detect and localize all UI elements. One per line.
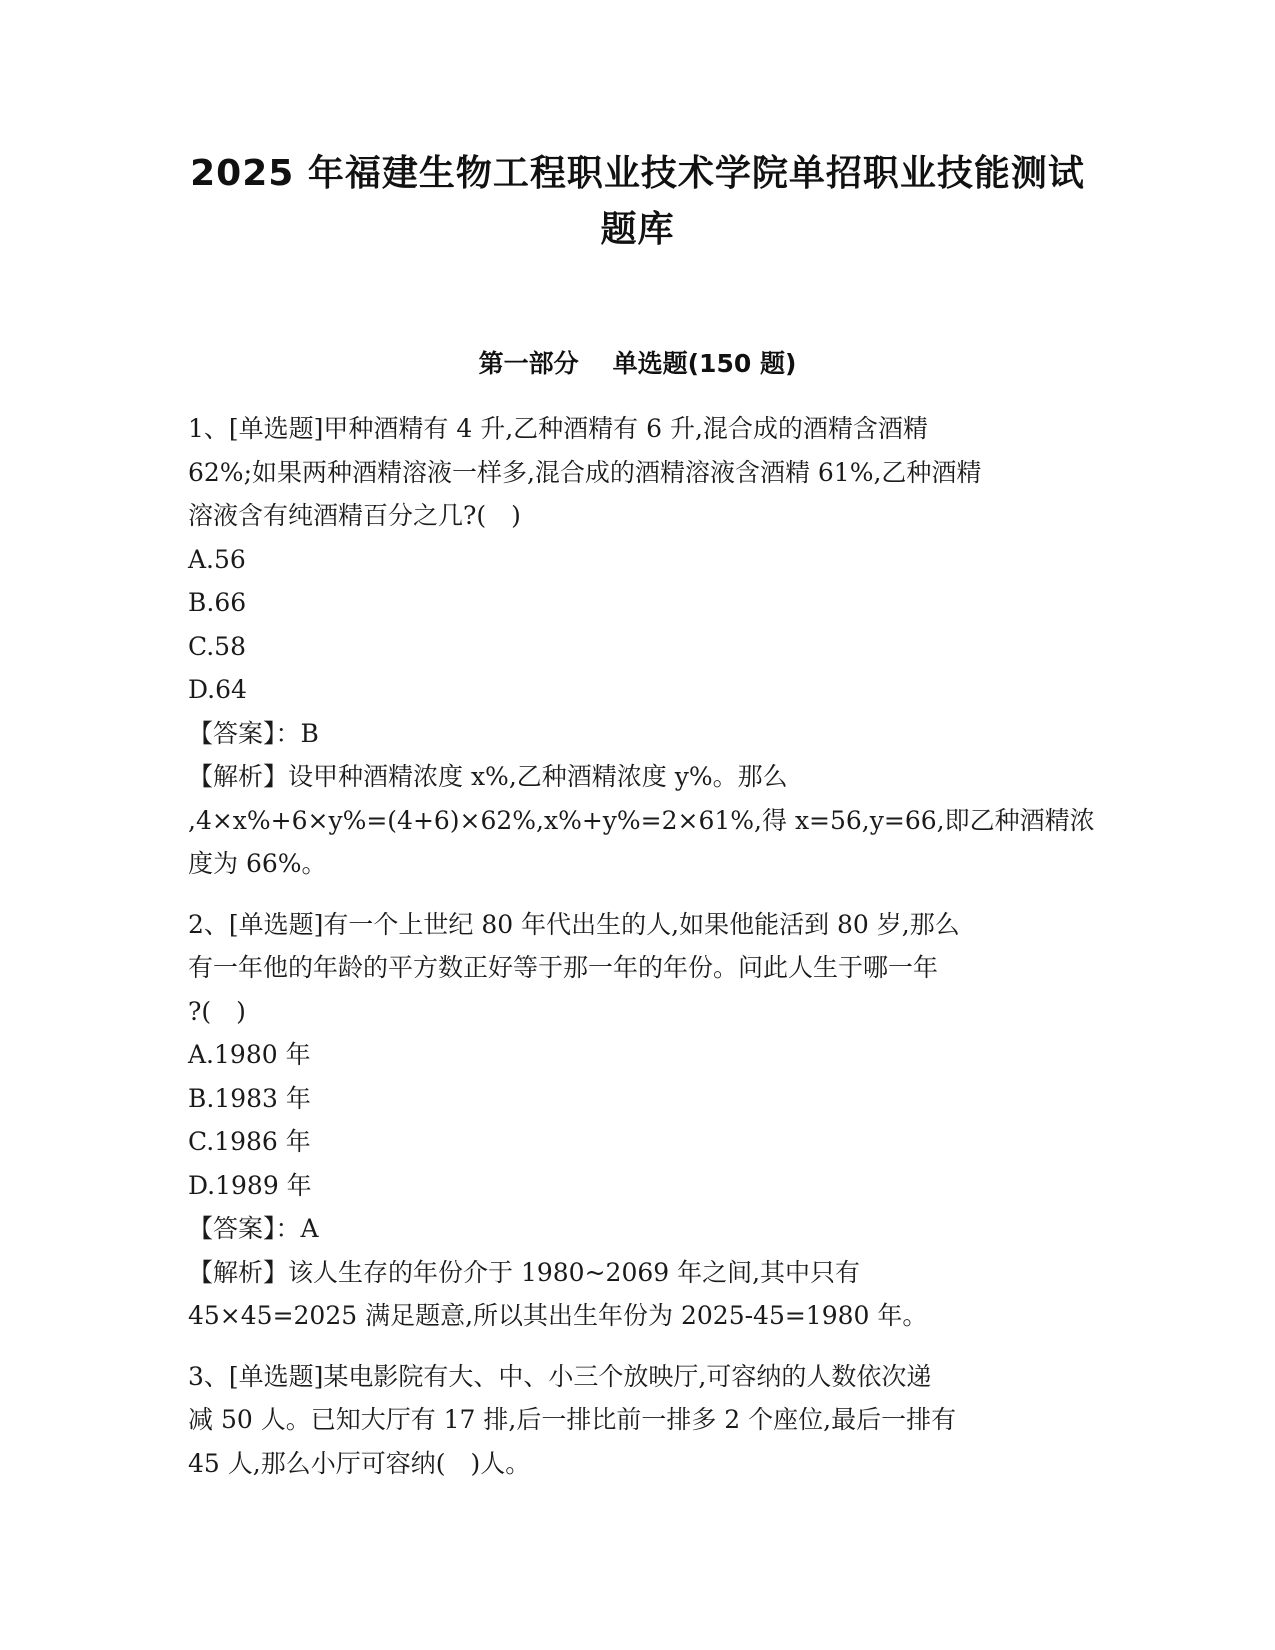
option-a: A.1980 年 bbox=[188, 1040, 311, 1069]
title-line-2: 题库 bbox=[600, 209, 675, 250]
option-d: D.1989 年 bbox=[188, 1170, 312, 1200]
question-stem-line: 3、[单选题]某电影院有大、中、小三个放映厅,可容纳的人数依次递 bbox=[188, 1361, 932, 1391]
analysis-label: 【解析】 bbox=[188, 762, 289, 791]
option-b: B.1983 年 bbox=[188, 1083, 311, 1113]
question-stem-line: 45 人,那么小厅可容纳( )人。 bbox=[188, 1448, 531, 1478]
analysis-line bbox=[188, 1251, 1088, 1295]
analysis-line: 度为 66%。 bbox=[188, 849, 327, 878]
option-c: C.1986 年 bbox=[188, 1127, 311, 1156]
section-heading bbox=[0, 346, 1275, 382]
analysis-line: 45×45=2025 满足题意,所以其出生年份为 2025-45=1980 年。 bbox=[188, 1301, 928, 1330]
question-list bbox=[188, 407, 1095, 1502]
answer-line bbox=[188, 712, 1088, 756]
answer-value: A bbox=[300, 1214, 319, 1243]
analysis-label: 【解析】 bbox=[188, 1257, 289, 1287]
answer-label: 【答案】： bbox=[188, 718, 301, 748]
question-2 bbox=[188, 903, 1088, 1338]
section-part: 第一部分 bbox=[478, 349, 579, 378]
question-stem-line: 有一年他的年龄的平方数正好等于那一年的年份。问此人生于哪一年 bbox=[188, 953, 939, 982]
question-stem-line: 1、[单选题]甲种酒精有 4 升,乙种酒精有 6 升,混合成的酒精含酒精 bbox=[188, 414, 928, 443]
question-stem-line: ?( ) bbox=[188, 996, 246, 1026]
question-stem-line: 减 50 人。已知大厅有 17 排,后一排比前一排多 2 个座位,最后一排有 bbox=[188, 1405, 957, 1434]
question-stem-line: 62%;如果两种酒精溶液一样多,混合成的酒精溶液含酒精 61%,乙种酒精 bbox=[188, 457, 982, 487]
answer-line bbox=[188, 1207, 1088, 1251]
analysis-line bbox=[188, 755, 1088, 799]
question-3 bbox=[188, 1355, 1088, 1486]
question-stem-line: 2、[单选题]有一个上世纪 80 年代出生的人,如果他能活到 80 岁,那么 bbox=[188, 909, 960, 939]
option-b: B.66 bbox=[188, 588, 247, 617]
section-name: 单选题(150 题) bbox=[612, 349, 797, 378]
answer-value: B bbox=[300, 718, 319, 748]
question-stem-line: 溶液含有纯酒精百分之几?( ) bbox=[188, 501, 521, 530]
analysis-text: 该人生存的年份介于 1980~2069 年之间,其中只有 bbox=[288, 1257, 861, 1287]
title-line-1: 2025 年福建生物工程职业技术学院单招职业技能测试 bbox=[190, 153, 1085, 194]
option-c: C.58 bbox=[188, 631, 246, 661]
document-title bbox=[150, 146, 1125, 258]
option-a: A.56 bbox=[188, 544, 246, 574]
option-d: D.64 bbox=[188, 675, 247, 704]
analysis-line: ,4×x%+6×y%=(4+6)×62%,x%+y%=2×61%,得 x=56,y=66,即乙种酒精浓 bbox=[188, 805, 1095, 835]
analysis-text: 设甲种酒精浓度 x%,乙种酒精浓度 y%。那么 bbox=[288, 762, 788, 791]
question-1 bbox=[188, 407, 1095, 886]
answer-label: 【答案】： bbox=[188, 1214, 301, 1243]
